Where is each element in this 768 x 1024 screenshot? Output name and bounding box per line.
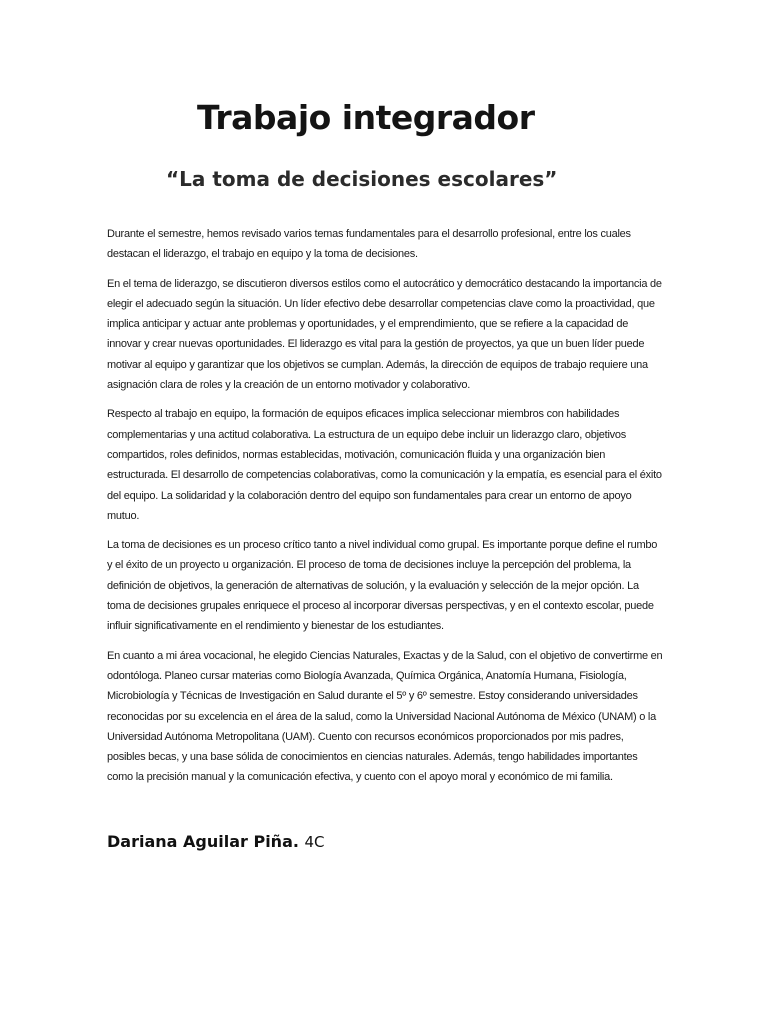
author-group: 4C (304, 833, 325, 851)
paragraph-teamwork: Respecto al trabajo en equipo, la formación de equipos eficaces implica seleccionar miembros con habilidades complementarias y una actitud colaborativa. La estructura de un equipo debe incluir un liderazgo claro, objetivos compartidos, roles definidos, normas establecidas, motivación, comunicación fluida y una organización bien estructurada. El desarrollo de competencias colaborativas, como la comunicación y la empatía, es esencial para el éxito del equipo. La solidaridad y la colaboración dentro del equipo son fundamentales para crear un entorno de apoyo mutuo. (107, 408, 662, 522)
document-subtitle: “La toma de decisiones escolares” (166, 167, 558, 191)
author-signature (107, 828, 325, 856)
document-body (107, 224, 663, 797)
author-name: Dariana Aguilar Piña. (107, 832, 299, 851)
paragraph-vocational-area: En cuanto a mi área vocacional, he elegido Ciencias Naturales, Exactas y de la Salud, con el objetivo de convertirme en odontóloga. Planeo cursar materias como Biología Avanzada, Química Orgánica, Anatomía Humana, Fisiología, Microbiología y Técnicas de Investigación en Salud durante el 5º y 6º semestre. Estoy considerando universidades reconocidas por su excelencia en el área de la salud, como la Universidad Nacional Autónoma de México (UNAM) o la Universidad Autónoma Metropolitana (UAM). Cuento con recursos económicos proporcionados por mis padres, posibles becas, y una base sólida de conocimientos en ciencias naturales. Además, tengo habilidades importantes como la precisión manual y la comunicación efectiva, y cuento con el apoyo moral y económico de mi familia. (107, 649, 663, 784)
paragraph-leadership: En el tema de liderazgo, se discutieron diversos estilos como el autocrático y democrático destacando la importancia de elegir el adecuado según la situación. Un líder efectivo debe desarrollar competencias clave como la proactividad, que implica anticipar y actuar ante problemas y oportunidades, y el emprendimiento, que se refiere a la capacidad de innovar y crear nuevas oportunidades. El liderazgo es vital para la gestión de proyectos, ya que un buen líder puede motivar al equipo y garantizar que los objetivos se cumplan. Además, la dirección de equipos de trabajo requiere una asignación clara de roles y la creación de un entorno motivador y colaborativo. (107, 277, 662, 392)
document-title: Trabajo integrador (197, 98, 535, 137)
paragraph-decision-making: La toma de decisiones es un proceso crítico tanto a nivel individual como grupal. Es importante porque define el rumbo y el éxito de un proyecto u organización. El proceso de toma de decisiones incluye la percepción del problema, la definición de objetivos, la generación de alternativas de solución, y la evaluación y selección de la mejor opción. La toma de decisiones grupales enriquece el proceso al incorporar diversas perspectivas, y en el contexto escolar, puede influir significativamente en el rendimiento y bienestar de los estudiantes. (107, 539, 658, 633)
paragraph-intro: Durante el semestre, hemos revisado varios temas fundamentales para el desarrollo profesional, entre los cuales destacan el liderazgo, el trabajo en equipo y la toma de decisiones. (107, 228, 631, 261)
